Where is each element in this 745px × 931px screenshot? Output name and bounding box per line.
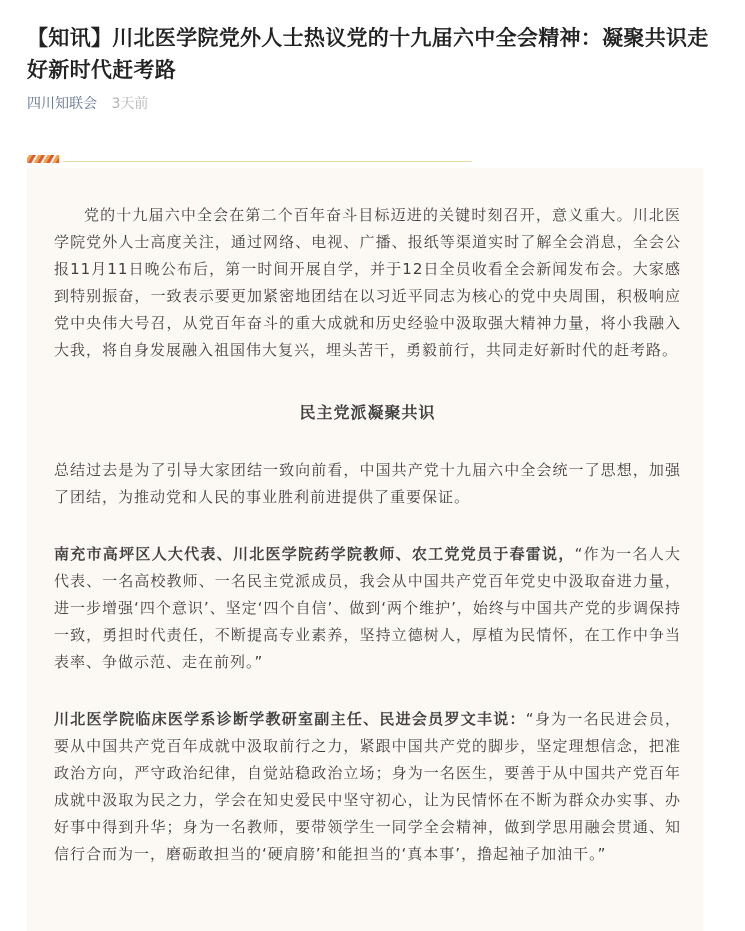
quote-paragraph-2 [54,706,681,868]
decorative-divider [27,155,472,165]
quote-2-text: “身为一名民进会员，要从中国共产党百年成就中汲取前行之力，紧跟中国共产党的脚步，坚定理想信念，把准政治方向，严守政治纪律，自觉站稳政治立场；身为一名医生，要善于从中国共产党百年成就中汲取为民之力，学会在知史爱民中坚守初心，让为民情怀在不断为群众办实事、办好事中得到升华；身为一名教师，要带领学生一同学全会精神，做到学思用融会贯通、知信行合而为一，磨砺敢担当的‘硬肩膀’和能担当的‘真本事’，撸起袖子加油干。” [54,710,681,863]
quote-1-speaker: 南充市高坪区人大代表、川北医学院药学院教师、农工党党员于春雷说， [54,545,575,563]
quote-paragraph-1 [54,541,681,676]
summary-paragraph: 总结过去是为了引导大家团结一致向前看，中国共产党十九届六中全会统一了思想，加强了团结，为推动党和人民的事业胜利前进提供了重要保证。 [54,461,681,506]
striped-divider-icon [27,155,59,163]
quote-1-text: “作为一名人大代表、一名高校教师、一名民主党派成员，我会从中国共产党百年党史中汲取奋进力量，进一步增强‘四个意识’、坚定‘四个自信’、做到‘两个维护’，始终与中国共产党的步调保持一致，勇担时代责任，不断提高专业素养，坚持立德树人，厚植为民情怀，在工作中争当表率、争做示范、走在前列。” [54,545,681,671]
author-link[interactable]: 四川知联会 [27,96,97,112]
section-heading: 民主党派凝聚共识 [299,403,436,422]
article-meta [27,94,148,114]
quote-2-speaker: 川北医学院临床医学系诊断学教研室副主任、民进会员罗文丰说： [54,710,526,728]
divider-line [63,161,472,162]
intro-paragraph: 党的十九届六中全会在第二个百年奋斗目标迈进的关键时刻召开，意义重大。川北医学院党外人士高度关注，通过网络、电视、广播、报纸等渠道实时了解全会消息，全会公报11月11日晚公布后，第一时间开展自学，并于12日全员收看全会新闻发布会。大家感到特别振奋，一致表示要更加紧密地团结在以习近平同志为核心的党中央周围，积极响应党中央伟大号召，从党百年奋斗的重大成就和历史经验中汲取强大精神力量，将小我融入大我，将自身发展融入祖国伟大复兴，埋头苦干，勇毅前行，共同走好新时代的赶考路。 [54,206,681,359]
publish-time: 3天前 [111,96,149,112]
article-content [27,168,703,931]
article-title: 【知讯】川北医学院党外人士热议党的十九届六中全会精神：凝聚共识走好新时代赶考路 [27,26,709,82]
